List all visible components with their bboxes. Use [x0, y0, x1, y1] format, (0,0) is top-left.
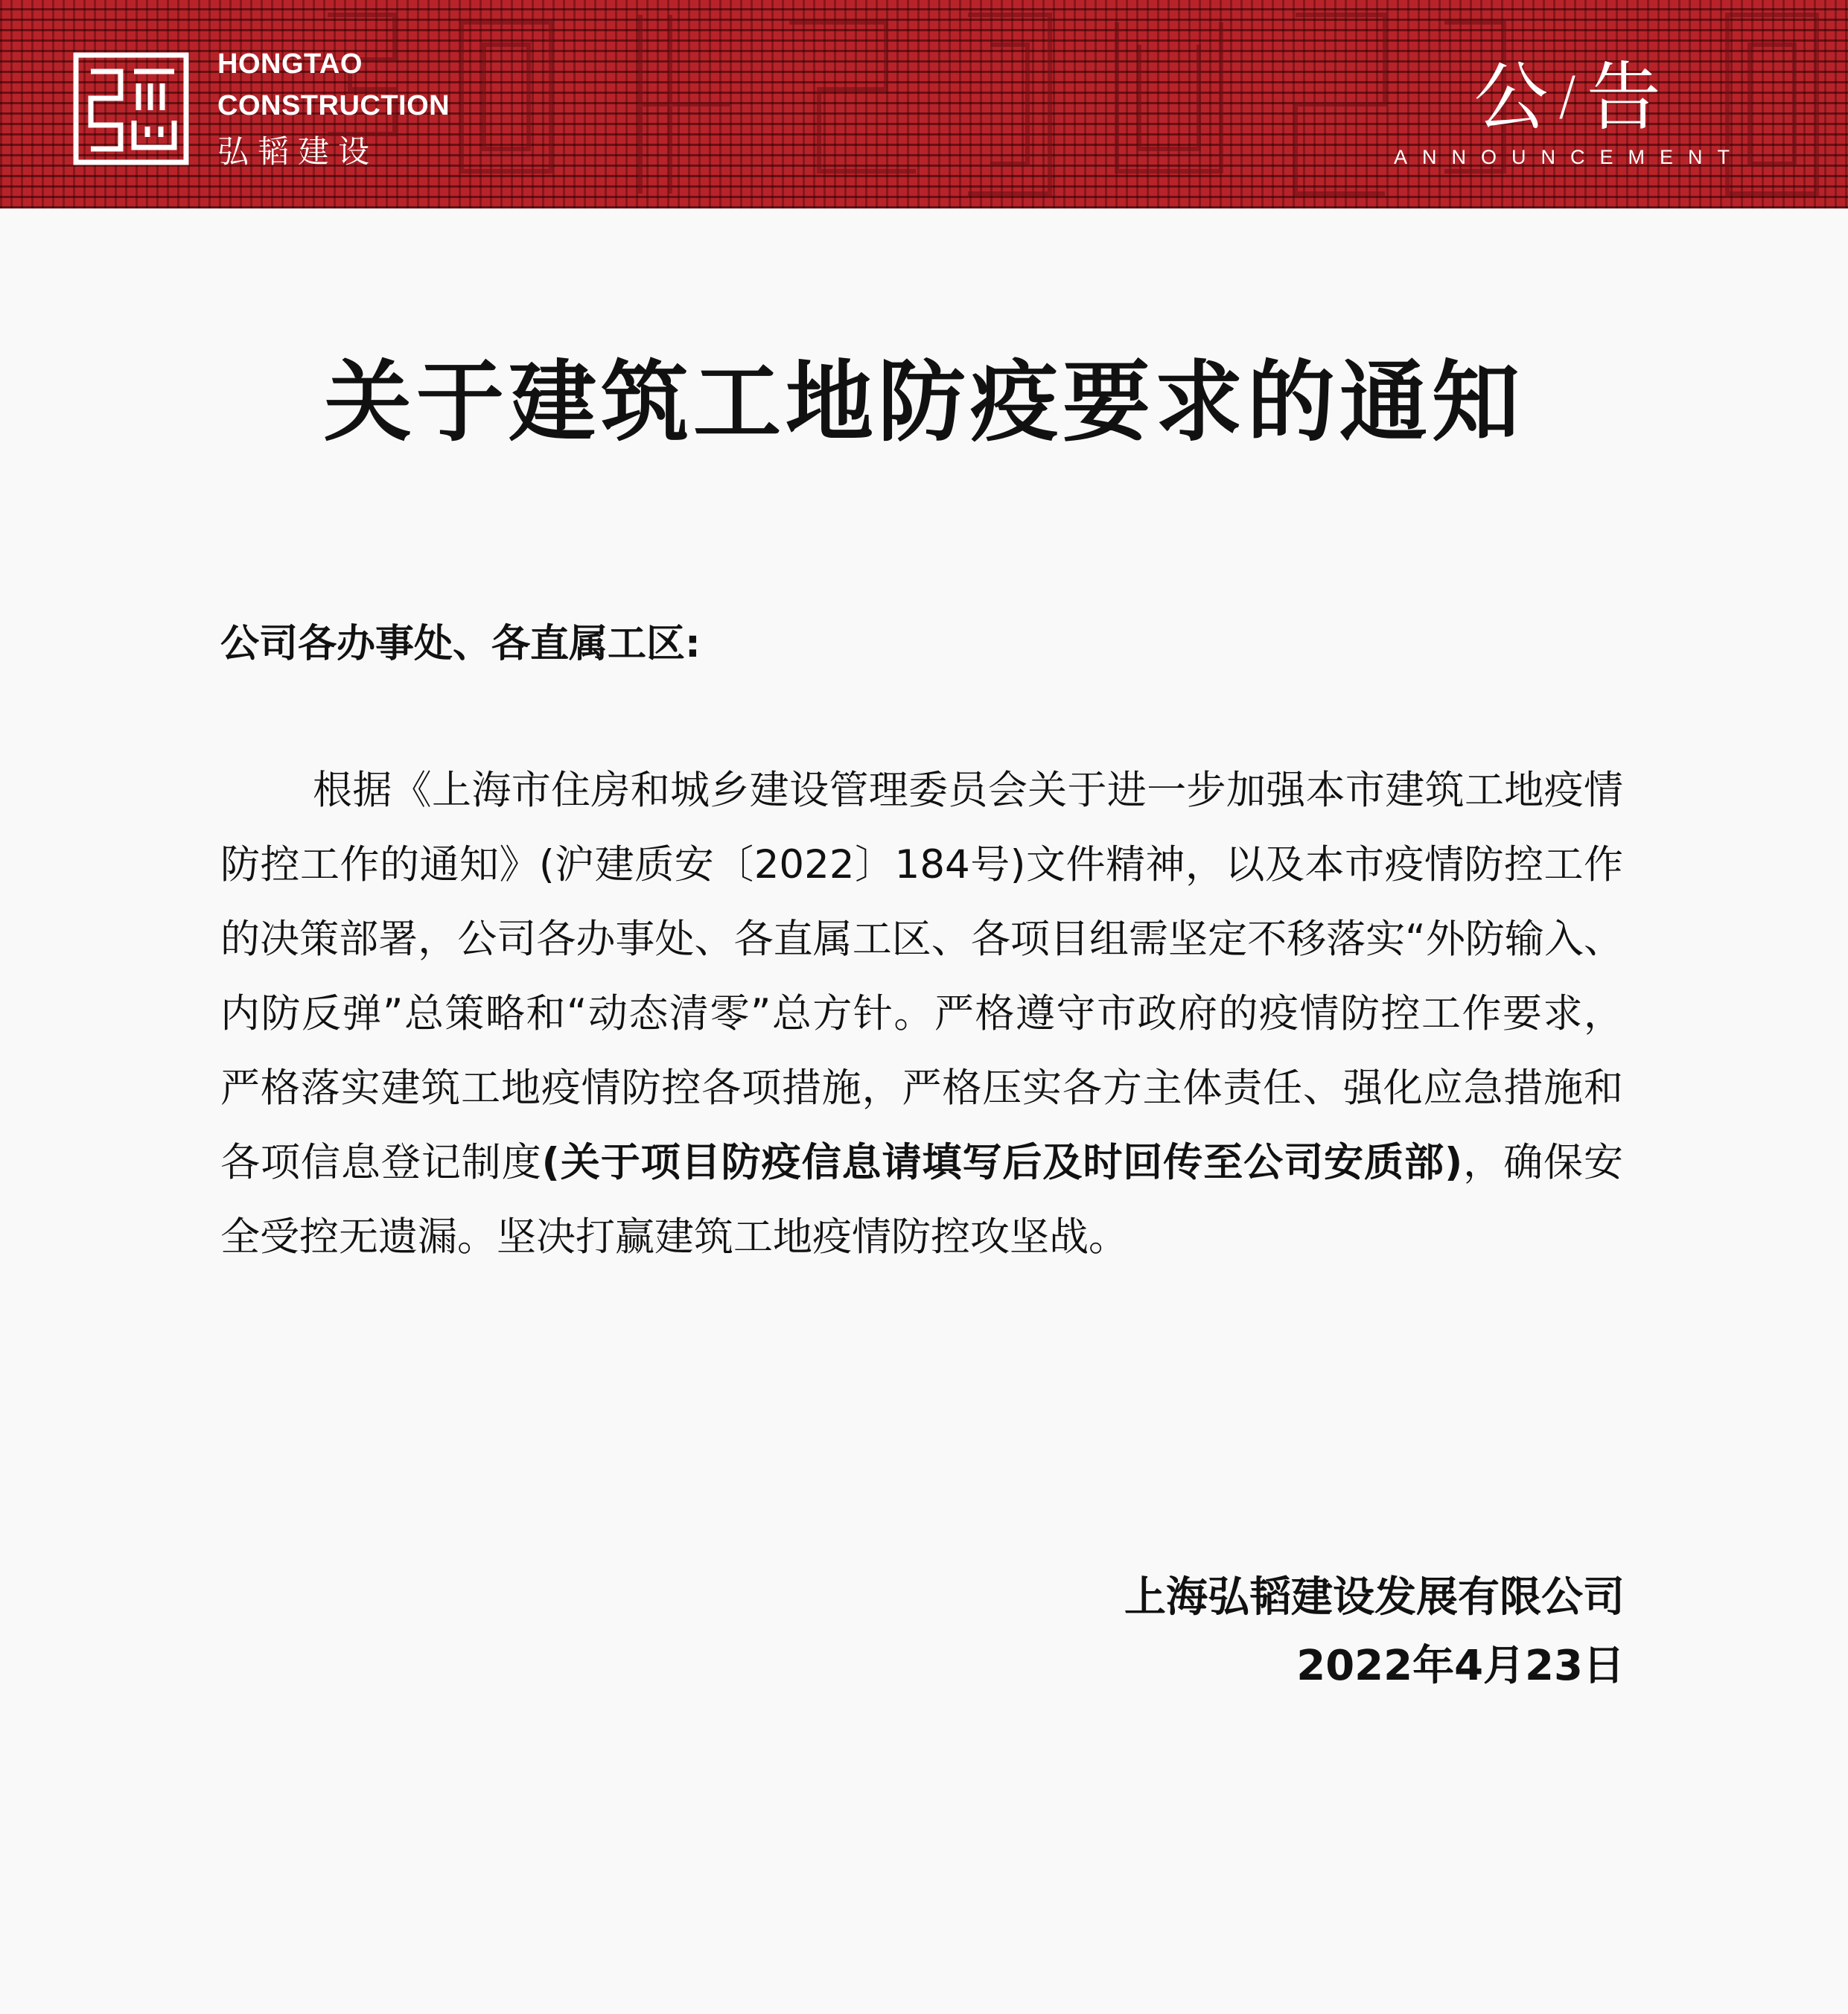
- logo-en-line1: HONGTAO: [217, 48, 363, 80]
- salutation: 公司各办事处、各直属工区:: [220, 622, 701, 666]
- notice-title: 关于建筑工地防疫要求的通知: [323, 351, 1524, 453]
- hongtao-logo-icon: [73, 52, 189, 165]
- announcement-cn-right: 告: [1586, 54, 1664, 141]
- notice-body: [220, 753, 1623, 1275]
- logo-en-line2: CONSTRUCTION: [217, 90, 450, 121]
- company-logo-text: [217, 43, 450, 176]
- body-text-bold: (关于项目防疫信息请填写后及时回传至公司安质部): [541, 1140, 1463, 1185]
- announcement-slash: /: [1558, 66, 1579, 127]
- signature-date: 2022年4月23日: [1296, 1642, 1625, 1690]
- body-text-part1: 根据《上海市住房和城乡建设管理委员会关于进一步加强本市建筑工地疫情防控工作的通知》(沪建质安〔2022〕184号)文件精神，以及本市疫情防控工作的决策部署，公司各办事处、各直属工区、各项目组需坚定不移落实“外防输入、内防反弹”总策略和“动态清零”总方针。严格遵守市政府的疫情防控工作要求，严格落实建筑工地疫情防控各项措施，严格压实各方主体责任、强化应急措施和各项信息登记制度: [220, 768, 1623, 1185]
- announcement-cn: [1394, 54, 1744, 141]
- signature-company: 上海弘韬建设发展有限公司: [1124, 1573, 1625, 1622]
- announcement-en: ANNOUNCEMENT: [1394, 146, 1745, 168]
- body-text-part2: ，确保安全受控无遗漏。坚决打赢建筑工地疫情防控攻坚战。: [220, 1140, 1624, 1260]
- header-banner: [0, 0, 1848, 208]
- announcement-label: [1394, 55, 1744, 169]
- announcement-cn-left: 公: [1473, 54, 1552, 141]
- signature-block: [1124, 1564, 1625, 1701]
- logo-cn: 弘韬建设: [217, 133, 379, 170]
